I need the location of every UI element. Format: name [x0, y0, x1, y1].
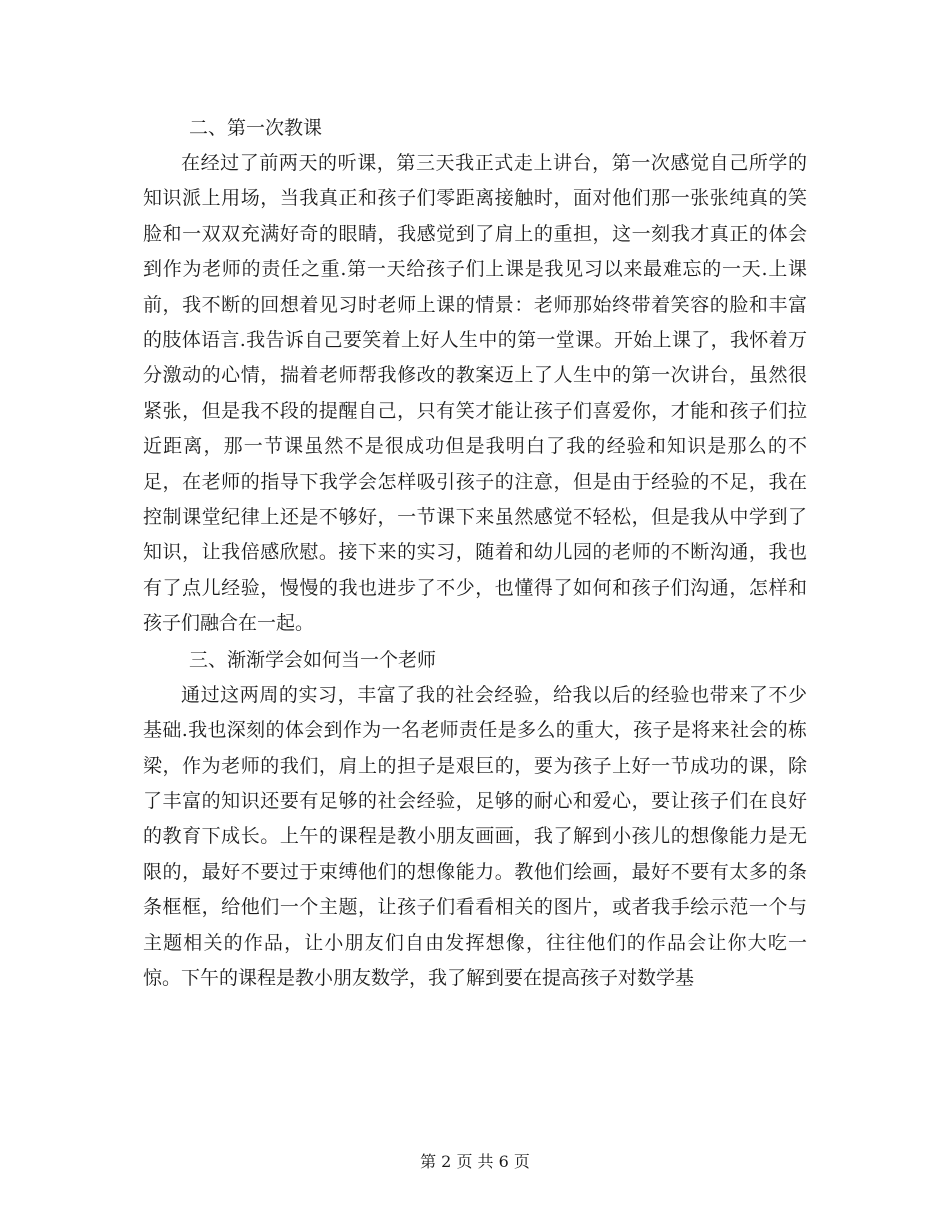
- section-paragraph-first-class: 在经过了前两天的听课，第三天我正式走上讲台，第一次感觉自己所学的知识派上用场，当我真正和孩子们零距离接触时，面对他们那一张张纯真的笑脸和一双双充满好奇的眼睛，我感觉到了肩上的重担，这一刻我才真正的体会到作为老师的责任之重.第一天给孩子们上课是我见习以来最难忘的一天.上课前，我不断的回想着见习时老师上课的情景：老师那始终带着笑容的脸和丰富的肢体语言.我告诉自己要笑着上好人生中的第一堂课。开始上课了，我怀着万分激动的心情，揣着老师帮我修改的教案迈上了人生中的第一次讲台，虽然很紧张，但是我不段的提醒自己，只有笑才能让孩子们喜爱你，才能和孩子们拉近距离，那一节课虽然不是很成功但是我明白了我的经验和知识是那么的不足，在老师的指导下我学会怎样吸引孩子的注意，但是由于经验的不足，我在控制课堂纪律上还是不够好，一节课下来虽然感觉不轻松，但是我从中学到了知识，让我倍感欣慰。接下来的实习，随着和幼儿园的老师的不断沟通，我也有了点儿经验，慢慢的我也进步了不少，也懂得了如何和孩子们沟通，怎样和孩子们融合在一起。: [143, 152, 807, 635]
- document-body: [143, 110, 807, 996]
- page-number-footer: 第 2 页 共 6 页: [420, 1152, 530, 1171]
- section-paragraph-learning-to-teach: 通过这两周的实习，丰富了我的社会经验，给我以后的经验也带来了不少基础.我也深刻的体会到作为一名老师责任是多么的重大，孩子是将来社会的栋梁，作为老师的我们，肩上的担子是艰巨的，要为孩子上好一节成功的课，除了丰富的知识还要有足够的社会经验，足够的耐心和爱心，要让孩子们在良好的教育下成长。上午的课程是教小朋友画画，我了解到小孩儿的想像能力是无限的，最好不要过于束缚他们的想像能力。教他们绘画，最好不要有太多的条条框框，给他们一个主题，让孩子们看看相关的图片，或者我手绘示范一个与主题相关的作品，让小朋友们自由发挥想像，往往他们的作品会让你大吃一惊。下午的课程是教小朋友数学，我了解到要在提高孩子对数学基: [143, 683, 807, 989]
- section-heading-learning-to-teach: 三、渐渐学会如何当一个老师: [189, 648, 437, 671]
- section-heading-first-class: 二、第一次教课: [189, 117, 323, 139]
